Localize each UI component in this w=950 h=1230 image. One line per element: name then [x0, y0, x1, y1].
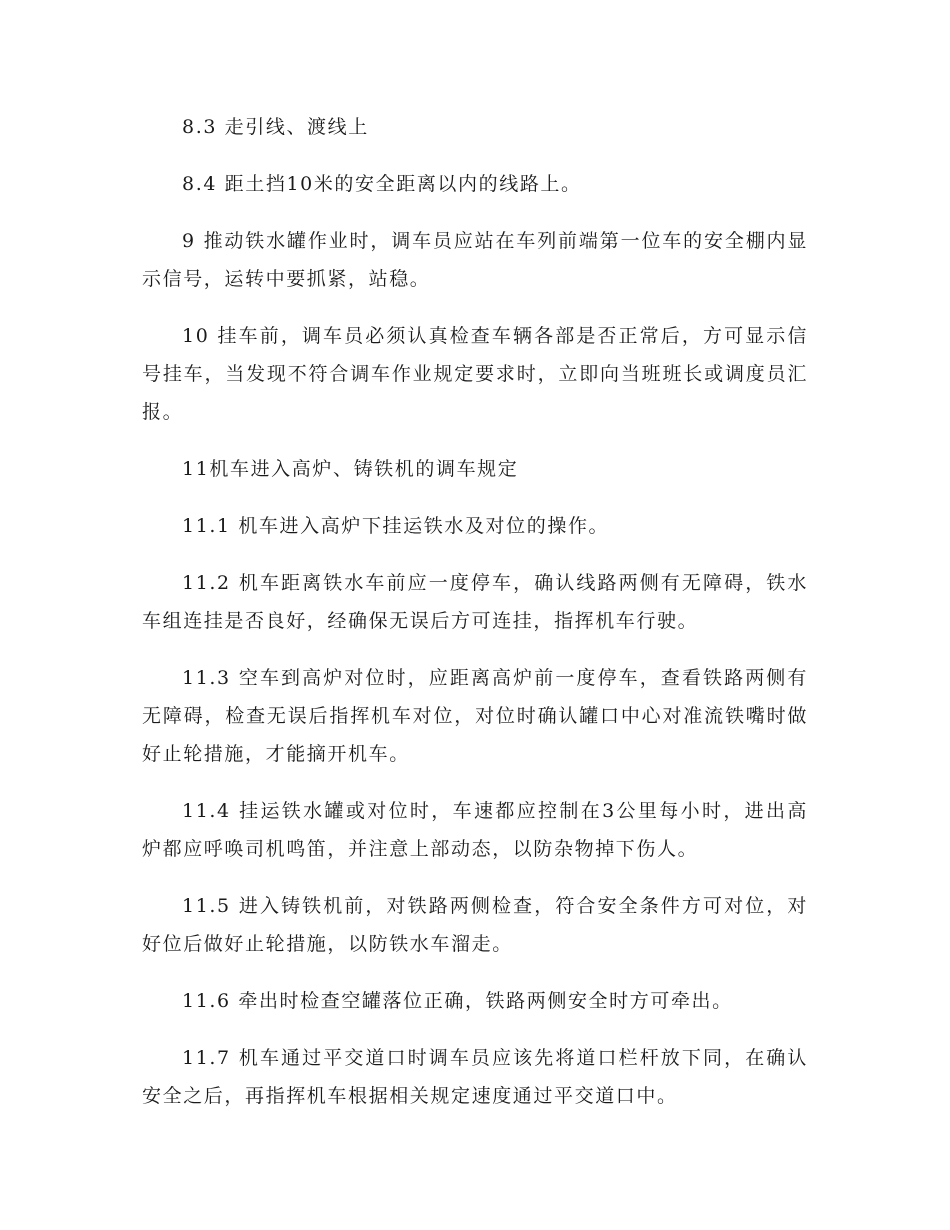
section-heading-11: 11机车进入高炉、铸铁机的调车规定	[182, 458, 519, 480]
paragraph-11-2: 11.2 机车距离铁水车前应一度停车，确认线路两侧有无障碍，铁水车组连挂是否良好，经确保无误后方可连挂，指挥机车行驶。	[142, 572, 808, 632]
paragraph-11-6: 11.6 牵出时检查空罐落位正确，铁路两侧安全时方可牵出。	[182, 990, 733, 1012]
paragraph-11-5: 11.5 进入铸铁机前，对铁路两侧检查，符合安全条件方可对位，对好位后做好止轮措施，以防铁水车溜走。	[142, 895, 808, 955]
paragraph-8-4: 8.4 距土挡10米的安全距离以内的线路上。	[182, 173, 582, 195]
paragraph-8-3: 8.3 走引线、渡线上	[182, 116, 369, 138]
paragraph-9: 9 推动铁水罐作业时，调车员应站在车列前端第一位车的安全棚内显示信号，运转中要抓紧，站稳。	[142, 230, 808, 290]
document-page	[142, 108, 808, 1134]
paragraph-11-3: 11.3 空车到高炉对位时，应距离高炉前一度停车，查看铁路两侧有无障碍，检查无误后指挥机车对位，对位时确认罐口中心对准流铁嘴时做好止轮措施，才能摘开机车。	[142, 667, 808, 765]
paragraph-10: 10 挂车前，调车员必须认真检查车辆各部是否正常后，方可显示信号挂车，当发现不符合调车作业规定要求时，立即向当班班长或调度员汇报。	[142, 325, 808, 423]
paragraph-11-7: 11.7 机车通过平交道口时调车员应该先将道口栏杆放下同，在确认安全之后，再指挥机车根据相关规定速度通过平交道口中。	[142, 1047, 808, 1107]
paragraph-11-4: 11.4 挂运铁水罐或对位时，车速都应控制在3公里每小时，进出高炉都应呼唤司机鸣笛，并注意上部动态，以防杂物掉下伤人。	[142, 800, 808, 860]
paragraph-11-1: 11.1 机车进入高炉下挂运铁水及对位的操作。	[182, 515, 610, 537]
